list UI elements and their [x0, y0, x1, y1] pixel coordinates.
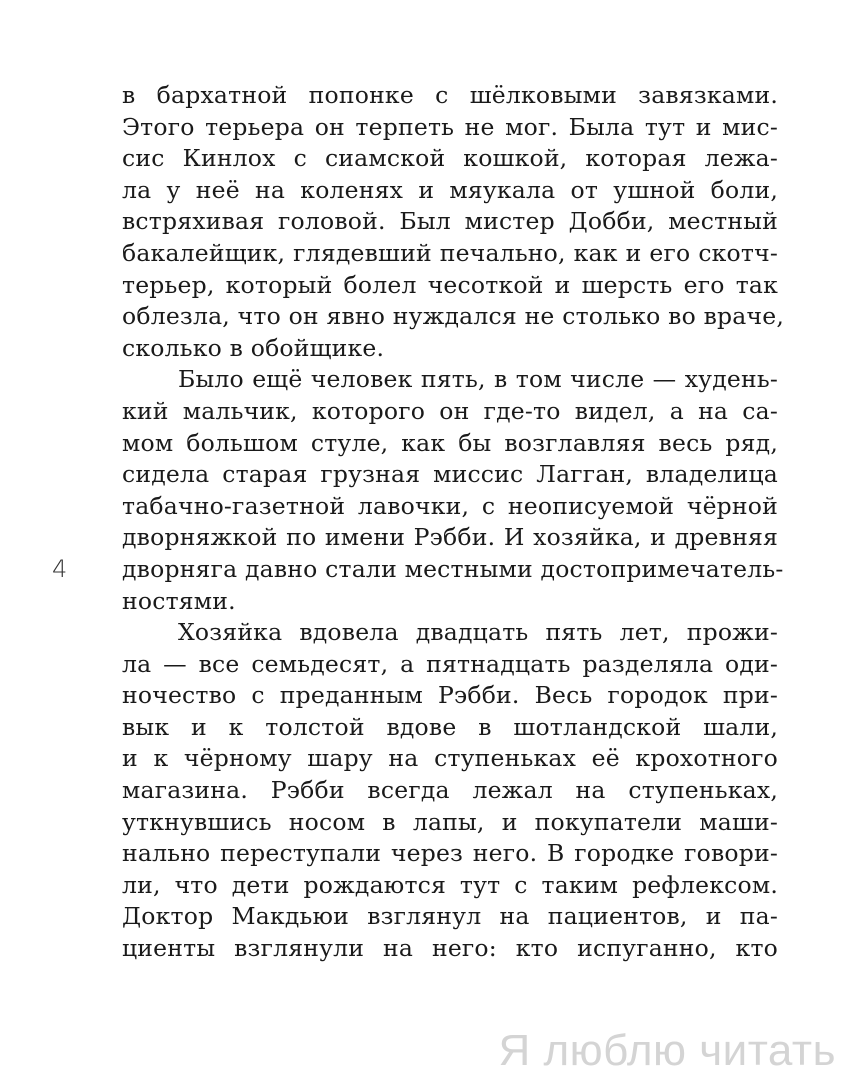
text-line: и к чёрному шару на ступеньках её крохотного	[122, 744, 778, 773]
paragraph-2	[122, 364, 784, 617]
text-line: терьер, который болел чесоткой и шерсть его так	[122, 270, 778, 299]
text-line: ностями.	[122, 586, 236, 615]
page-body	[122, 80, 784, 965]
text-line: табачно-газетной лавочки, с неописуемой чёрной	[122, 491, 778, 520]
text-line: вык и к толстой вдове в шотландской шали,	[122, 712, 778, 741]
watermark: Я люблю читать	[498, 1026, 836, 1075]
text-line: мом большом стуле, как бы возглавляя весь ряд,	[122, 428, 778, 457]
text-line: ли, что дети рождаются тут с таким рефлексом.	[122, 870, 778, 899]
text-line: сидела старая грузная миссис Лагган, владелица	[122, 460, 778, 489]
text-line: кий мальчик, которого он где-то видел, а на са-	[122, 396, 778, 425]
text-line: ночество с преданным Рэбби. Весь городок при-	[122, 681, 778, 710]
text-line: дворняга давно стали местными достопримечатель-	[122, 554, 784, 583]
text-line: сколько в обойщике.	[122, 333, 385, 362]
text-line: бакалейщик, глядевший печально, как и его скотч-	[122, 238, 778, 267]
text-line: уткнувшись носом в лапы, и покупатели маши-	[122, 807, 778, 836]
text-line: Было ещё человек пять, в том числе — худень-	[178, 365, 778, 394]
text-line: облезла, что он явно нуждался не столько во враче,	[122, 302, 784, 331]
paragraph-3	[122, 617, 778, 965]
text-line: ла — все семьдесят, а пятнадцать разделяла оди-	[122, 649, 778, 678]
text-line: сис Кинлох с сиамской кошкой, которая лежа-	[122, 144, 778, 173]
text-line: встряхивая головой. Был мистер Добби, местный	[122, 207, 778, 236]
text-line: ла у неё на коленях и мяукала от ушной боли,	[122, 175, 778, 204]
text-line: магазина. Рэбби всегда лежал на ступеньках,	[122, 776, 778, 805]
paragraph-1	[122, 80, 784, 364]
text-line: дворняжкой по имени Рэбби. И хозяйка, и древняя	[122, 523, 778, 552]
text-line: циенты взглянули на него: кто испуганно, кто	[122, 934, 778, 963]
text-line: Хозяйка вдовела двадцать пять лет, прожи-	[178, 618, 778, 647]
text-line: в бархатной попонке с шёлковыми завязками.	[122, 81, 778, 109]
text-line: Этого терьера он терпеть не мог. Была тут и мис-	[122, 112, 778, 141]
text-line: Доктор Макдьюи взглянул на пациентов, и па-	[122, 902, 778, 931]
margin-page-mark: 4	[52, 555, 68, 583]
text-line: нально переступали через него. В городке говори-	[122, 839, 778, 868]
